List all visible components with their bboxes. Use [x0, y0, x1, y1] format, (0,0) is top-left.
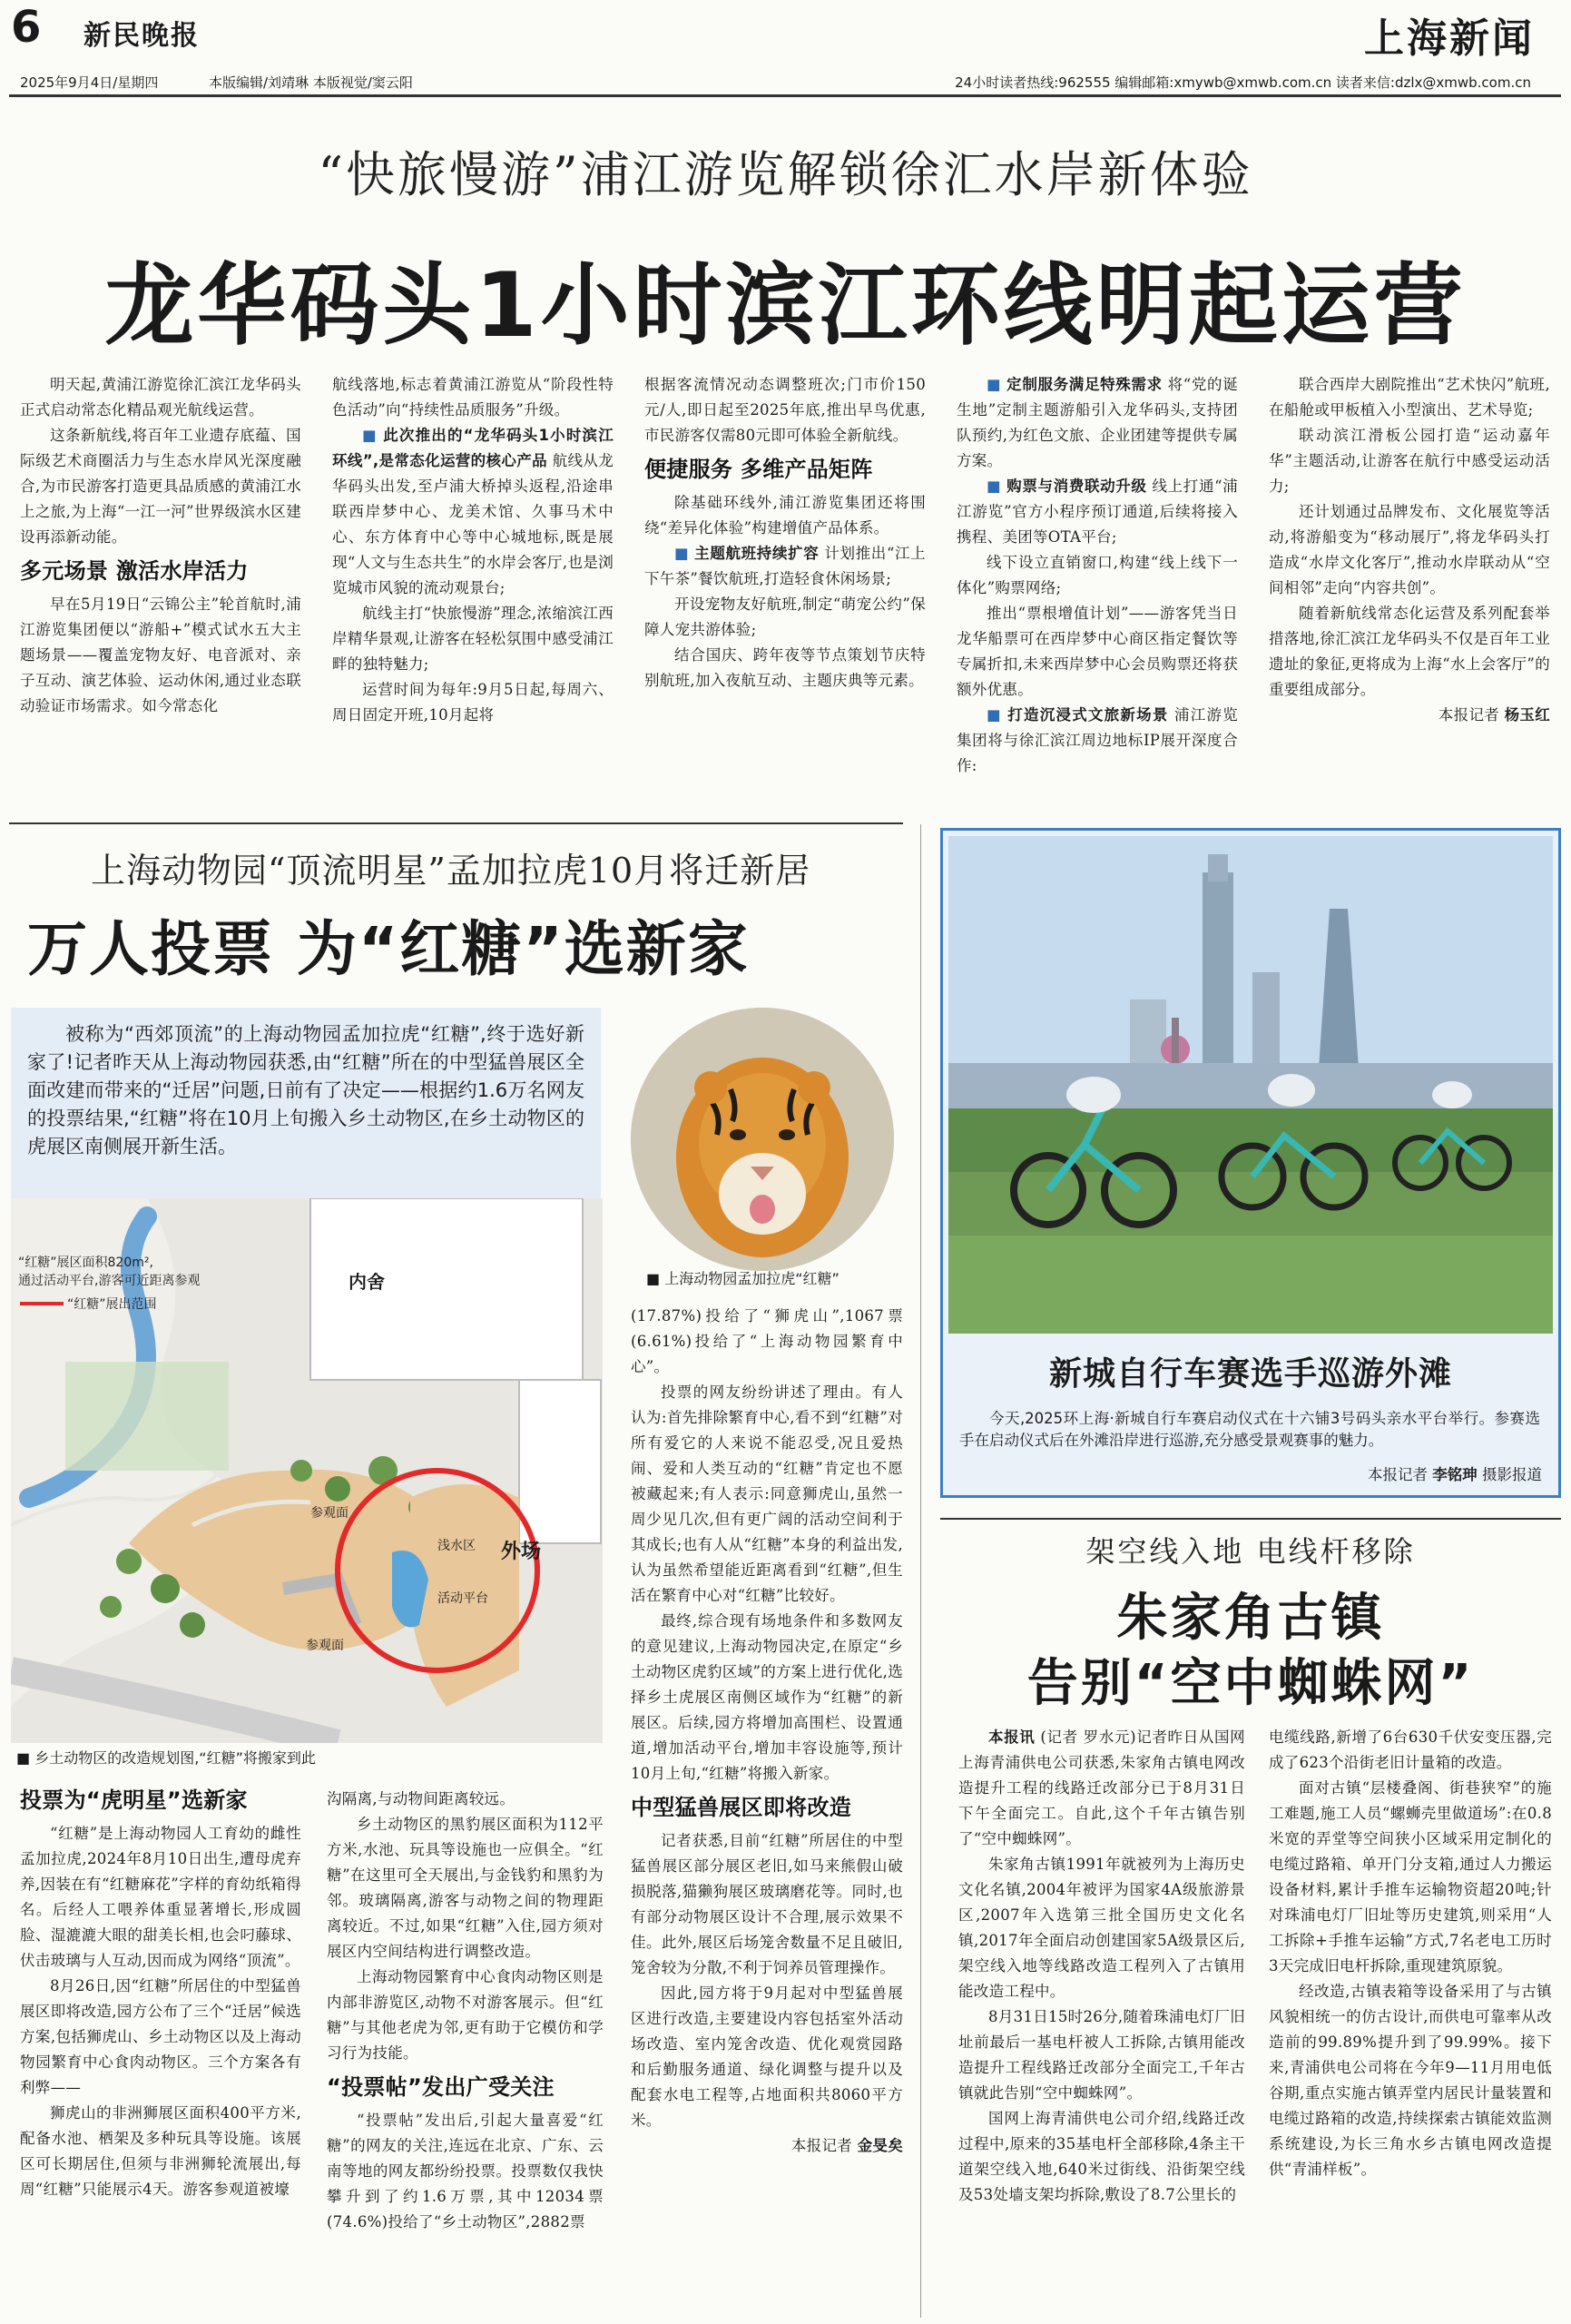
- map-legend-platform: 通过活动平台,游客可近距离参观: [18, 1274, 201, 1288]
- bold-lead: 主题航班持续扩容: [694, 545, 820, 562]
- paragraph: 运营时间为每年:9月5日起,每周六、周日固定开班,10月起将: [332, 681, 614, 724]
- paragraph: 8月31日15时26分,随着珠浦电灯厂旧址前最后一基电杆被人工拆除,古镇用能改造提升工程线路迁改部分全面完工,千年古镇就此告别“空中蜘蛛网”。: [958, 2008, 1245, 2102]
- story2-lead: 被称为“西郊顶流”的上海动物园孟加拉虎“红糖”,终于选好新家了!记者昨天从上海动物园获悉,由“红糖”所在的中型猛兽展区全面改建而带来的“迁居”问题,日前有了决定——根据约1.6万名网友的投票结果,“红糖”将在10月上旬搬入乡土动物区,在乡土动物区的虎展区南侧展开新生活。: [27, 1023, 584, 1157]
- story2-byline: 本报记者 金旻矣: [790, 2137, 903, 2154]
- paragraph: 明天起,黄浦江游览徐汇滨江龙华码头正式启动常态化精品观光航线运营。: [20, 376, 301, 419]
- paragraph: 还计划通过品牌发布、文化展览等活动,将游船变为“移动展厅”,将龙华码头打造成“水岸文化客厅”,推动水岸联动从“空间相邻”走向“内容共创”。: [1269, 503, 1550, 596]
- subheading: “投票帖”发出广受关注: [327, 2074, 555, 2100]
- map-label-view2: 参观面: [306, 1639, 344, 1653]
- square-bullet-icon: ■: [16, 1749, 35, 1767]
- paragraph: 根据客流情况动态调整班次;门市价150元/人,即日起至2025年底,推出早鸟优惠,市民游客仅需80元即可体验全新航线。: [644, 376, 926, 444]
- paragraph: 结合国庆、跨年夜等节点策划节庆特别航班,加入夜航互动、主题庆典等元素。: [644, 646, 926, 689]
- paragraph: (17.87%)投给了“狮虎山”,1067票(6.61%)投给了“上海动物园繁育中心”。: [631, 1307, 903, 1375]
- story2-headline: 万人投票 为“红糖”选新家: [27, 914, 750, 984]
- paragraph: 狮虎山的非洲狮展区面积400平方米,配备水池、栖架及多种玩具等设施。该展区可长期居住,但须与非洲狮轮流展出,每周“红糖”只能展示4天。游客参观道被壕: [20, 2104, 301, 2198]
- story3-headline-line2: 告别“空中蜘蛛网”: [1026, 1654, 1475, 1713]
- paragraph: 联动滨江滑板公园打造“运动嘉年华”主题活动,让游客在航行中感受运动活力;: [1269, 427, 1550, 495]
- paragraph: 朱家角古镇1991年就被列为上海历史文化名镇,2004年被评为国家4A级旅游景区,2007年入选第三批全国历史文化名镇,2017年全面启动创建国家5A级景区后,架空线入地等线路改造工程列入了古镇用能改造工程中。: [958, 1856, 1245, 2000]
- paragraph-text: 将“党的诞生地”定制主题游船引入龙华码头,支持团队预约,为红色文旅、企业团建等提供专属方案。: [957, 376, 1239, 469]
- photo-story-box: [940, 828, 1561, 1498]
- square-bullet-icon: ■: [362, 427, 384, 444]
- square-bullet-icon: ■: [646, 1270, 665, 1287]
- zoo-plan-map: [11, 1198, 603, 1743]
- story2-col2: [327, 1787, 604, 2235]
- map-legend-area: “红糖”展区面积820m²,: [18, 1256, 153, 1270]
- cycling-photo: [948, 836, 1553, 1334]
- paragraph: 因此,园方将于9月起对中型猛兽展区进行改造,主要建设内容包括室外活动场改造、室内笼舍改造、优化观赏园路和后勤服务通道、绿化调整与提升以及配套水电工程等,占地面积共8060平方米。: [631, 1984, 903, 2129]
- dateline-tag: 本报讯: [988, 1728, 1036, 1746]
- story1-bottom-rule: [9, 822, 903, 824]
- paragraph: 航线落地,标志着黄浦江游览从“阶段性特色活动”向“持续性品质服务”升级。: [332, 376, 614, 419]
- paragraph: 沟隔离,与动物间距离较远。: [327, 1790, 515, 1807]
- section-title: 上海新闻: [1364, 15, 1535, 62]
- paragraph: 乡土动物区的黑豹展区面积为112平方米,水池、玩具等设施也一应俱全。“红糖”在这里可全天展出,与金钱豹和黑豹为邻。玻璃隔离,游客与动物之间的物理距离较近。不过,如果“红糖”入住,园方须对展区内空间结构进行调整改造。: [327, 1816, 604, 1960]
- map-label-inner: 内舍: [349, 1271, 385, 1293]
- story1-col4: [957, 372, 1238, 779]
- paragraph: 开设宠物友好航班,制定“萌宠公约”保障人宠共游体验;: [644, 596, 926, 638]
- subheading: 便捷服务 多维产品矩阵: [644, 457, 873, 482]
- paragraph: 推出“票根增值计划”——游客凭当日龙华船票可在西岸梦中心商区指定餐饮等专属折扣,未来西岸梦中心会员购票还将获额外优惠。: [957, 605, 1238, 698]
- subheading: 多元场景 激活水岸活力: [20, 558, 249, 584]
- photo-story-byline: 本报记者 李铭珅 摄影报道: [1368, 1466, 1542, 1483]
- story3-kicker: 架空线入地 电线杆移除: [1085, 1534, 1416, 1569]
- reporter-credit: (记者 罗水元): [1040, 1728, 1136, 1746]
- paragraph: 这条新航线,将百年工业遗存底蕴、国际级艺术商圈活力与生态水岸风光深度融合,为市民游客打造更具品质感的黄浦江水上之旅,为上海“一江一河”世界级滨水区建设再添新动能。: [20, 427, 301, 546]
- bold-lead: 购票与消费联动升级: [1006, 478, 1147, 495]
- paragraph: 面对古镇“层楼叠阁、街巷狭窄”的施工难题,施工人员“螺蛳壳里做道场”:在0.8米宽的弄堂等空间狭小区域采用定制化的电缆过路箱、单开门分支箱,通过人力搬运设备材料,累计手推车运输物资超20吨;针对珠浦电灯厂旧址等历史建筑,则采用“人工拆除+手推车运输”方式,7名老电工历时3天完成旧电杆拆除,重现建筑原貌。: [1269, 1779, 1552, 1974]
- map-label-view1: 参观面: [310, 1506, 349, 1521]
- photo-story-body: 今天,2025环上海·新城自行车赛启动仪式在十六铺3号码头亲水平台举行。参赛选手在启动仪式后在外滩沿岸进行巡游,充分感受景观赛事的魅力。: [959, 1410, 1540, 1449]
- paragraph-text: 线上打通“浦江游览”官方小程序预订通道,后续将接入携程、美团等OTA平台;: [957, 478, 1239, 546]
- page-number: 6: [11, 2, 42, 53]
- paragraph-text: 浦江游览集团将与徐汇滨江周边地标IP展开深度合作:: [957, 706, 1239, 774]
- paragraph: 早在5月19日“云锦公主”轮首航时,浦江游览集团便以“游船+”模式试水五大主题场景——覆盖宠物友好、电音派对、亲子互动、演艺体验、运动休闲,通过业态联动验证市场需求。如今常态化: [20, 596, 301, 714]
- square-bullet-icon: ■: [987, 706, 1008, 724]
- masthead-logo: 新民晚报: [83, 20, 200, 52]
- paragraph: 除基础环线外,浦江游览集团还将围绕“差异化体验”构建增值产品体系。: [644, 494, 926, 537]
- story1-byline: 本报记者 杨玉红: [1438, 706, 1550, 724]
- paragraph: “投票帖”发出后,引起大量喜爱“红糖”的网友的关注,连远在北京、广东、云南等地的网友都纷纷投票。投票数仅我快攀升到了约1.6万票,其中12034票(74.6%)投给了“乡土动物区”,2882票: [327, 2112, 604, 2230]
- story1-col5: [1269, 372, 1550, 728]
- contact-line: 24小时读者热线:962555 编辑邮箱:xmywb@xmwb.com.cn 读者来信:dzlx@xmwb.com.cn: [955, 74, 1531, 91]
- map-label-pool: 浅水区: [437, 1539, 476, 1553]
- square-bullet-icon: ■: [987, 478, 1007, 495]
- story1-kicker: “快旅慢游”浦江游览解锁徐汇水岸新体验: [318, 146, 1253, 203]
- paragraph-text: 航线从龙华码头出发,至卢浦大桥掉头返程,沿途串联西岸梦中心、龙美术馆、久事马术中心、东方体育中心等中心城地标,既是展现“人文与生态共生”的水岸会客厅,也是浏览城市风貌的流动观景台;: [332, 452, 614, 596]
- story1-col1: [20, 372, 301, 719]
- story3-col1: [958, 1725, 1245, 2208]
- paragraph: 上海动物园繁育中心食肉动物区则是内部非游览区,动物不对游客展示。但“红糖”与其他老虎为邻,更有助于它模仿和学习行为技能。: [327, 1968, 604, 2062]
- map-label-outer: 外场: [501, 1541, 542, 1563]
- story1-col3: [644, 372, 926, 694]
- tiger-caption: ■ 上海动物园孟加拉虎“红糖”: [646, 1270, 840, 1287]
- column-divider: [920, 824, 921, 2318]
- paragraph: 航线主打“快旅慢游”理念,浓缩滨江西岸精华景观,让游客在轻松氛围中感受浦江畔的独特魅力;: [332, 605, 614, 673]
- square-bullet-icon: ■: [987, 376, 1007, 393]
- paragraph: 线下设立直销窗口,构建“线上线下一体化”购票网络;: [957, 554, 1238, 596]
- story2-col1: [20, 1779, 301, 2202]
- map-caption: ■ 乡土动物区的改造规划图,“红糖”将搬家到此: [16, 1749, 316, 1767]
- story1-col2: [332, 372, 614, 728]
- story3-col2: [1269, 1725, 1552, 2182]
- paragraph-text: 记者昨日从国网上海青浦供电公司获悉,朱家角古镇电网改造提升工程的线路迁改部分已于8月31日下午全面完工。自此,这个千年古镇告别了“空中蜘蛛网”。: [958, 1728, 1245, 1847]
- bold-lead: 定制服务满足特殊需求: [1006, 376, 1163, 393]
- tiger-photo: [631, 1008, 894, 1271]
- paragraph: 经改造,古镇表箱等设备采用了与古镇风貌相统一的仿古设计,而供电可靠率从改造前的99.89%提升到了99.99%。接下来,青浦供电公司将在今年9—11月用电低谷期,重点实施古镇弄堂内居民计量装置和电缆过路箱的改造,持续探索古镇能效监测系统建设,为长三角水乡古镇电网改造提供“青浦样板”。: [1269, 1983, 1552, 2178]
- bold-lead: 此次推出的“龙华码头1小时滨江环线”,是常态化运营的核心产品: [332, 427, 614, 469]
- story3-top-rule: [940, 1518, 1561, 1520]
- editor-line: 本版编辑/刘靖琳 本版视觉/窦云阳: [209, 74, 413, 91]
- paragraph: 8月26日,因“红糖”所居住的中型猛兽展区即将改造,园方公布了三个“迁居”候选方案,包括狮虎山、乡土动物区以及上海动物园繁育中心食肉动物区。三个方案各有利弊——: [20, 1977, 301, 2096]
- paragraph: 国网上海青浦供电公司介绍,线路迁改过程中,原来的35基电杆全部移除,4条主干道架空线入地,640米过街线、沿街架空线及53处墙支架均拆除,敷设了8.7公里长的: [958, 2110, 1245, 2203]
- paragraph: 投票的网友纷纷讲述了理由。有人认为:首先排除繁育中心,看不到“红糖”对所有爱它的人来说不能忍受,况且爱热闹、爱和人类互动的“红糖”肯定也不愿被藏起来;有人表示:同意狮虎山,虽然一周少见几次,但有更广阔的活动空间利于其成长;也有人从“红糖”本身的利益出发,认为虽然希望能近距离看到“红糖”,但生活在繁育中心对“红糖”比较好。: [631, 1384, 903, 1604]
- photo-story-headline: 新城自行车赛选手巡游外滩: [1048, 1355, 1452, 1393]
- map-legend-range: “红糖”展出范围: [67, 1297, 157, 1312]
- paragraph: “红糖”是上海动物园人工育幼的雌性孟加拉虎,2024年8月10日出生,遭母虎弃养,因装在有“红糖麻花”字样的育幼纸箱得名。后经人工喂养体重显著增长,形成圆脸、湿漉漉大眼的甜美长相,也会叼藤球、伏击玻璃与人互动,因而成为网络“顶流”。: [20, 1825, 301, 1969]
- story2-kicker: 上海动物园“顶流明星”孟加拉虎10月将迁新居: [91, 851, 811, 891]
- paragraph: 最终,综合现有场地条件和多数网友的意见建议,上海动物园决定,在原定“乡土动物区虎豹区域”的方案上进行优化,选择乡土虎展区南侧区域作为“红糖”的新展区。后续,园方将增加高围栏、设置通道,增加活动平台,增加丰容设施等,预计10月上旬,“红糖”将搬入新家。: [631, 1612, 903, 1782]
- story3-headline-line1: 朱家角古镇: [1116, 1589, 1385, 1648]
- square-bullet-icon: ■: [674, 545, 695, 562]
- story2-lead-box: [11, 1008, 601, 1198]
- story2-col3: [631, 1304, 903, 2159]
- story1-headline: 龙华码头1小时滨江环线明起运营: [104, 254, 1467, 358]
- bold-lead: 打造沉浸式文旅新场景: [1007, 706, 1169, 724]
- subheading: 投票为“虎明星”选新家: [20, 1787, 248, 1813]
- paragraph: 联合西岸大剧院推出“艺术快闪”航班,在船舱或甲板植入小型演出、艺术导览;: [1269, 376, 1550, 419]
- map-label-platform: 活动平台: [437, 1591, 488, 1606]
- header-rule: [9, 94, 1561, 97]
- paragraph-text: 计划推出“江上下午茶”餐饮航班,打造轻食休闲场景;: [644, 545, 927, 587]
- date-line: 2025年9月4日/星期四: [20, 74, 159, 91]
- subheading: 中型猛兽展区即将改造: [631, 1795, 851, 1820]
- paragraph: 记者获悉,目前“红糖”所居住的中型猛兽展区部分展区老旧,如马来熊假山破损脱落,猫獭狗展区玻璃磨花等。同时,也有部分动物展区设计不合理,展示效果不佳。此外,展区后场笼舍数量不足且破旧,笼舍较为分散,不利于饲养员管理操作。: [631, 1832, 903, 1976]
- paragraph: 电缆线路,新增了6台630千伏安变压器,完成了623个沿街老旧计量箱的改造。: [1269, 1728, 1552, 1771]
- paragraph: 随着新航线常态化运营及系列配套举措落地,徐汇滨江龙华码头不仅是百年工业遗址的象征,更将成为上海“水上会客厅”的重要组成部分。: [1269, 605, 1550, 698]
